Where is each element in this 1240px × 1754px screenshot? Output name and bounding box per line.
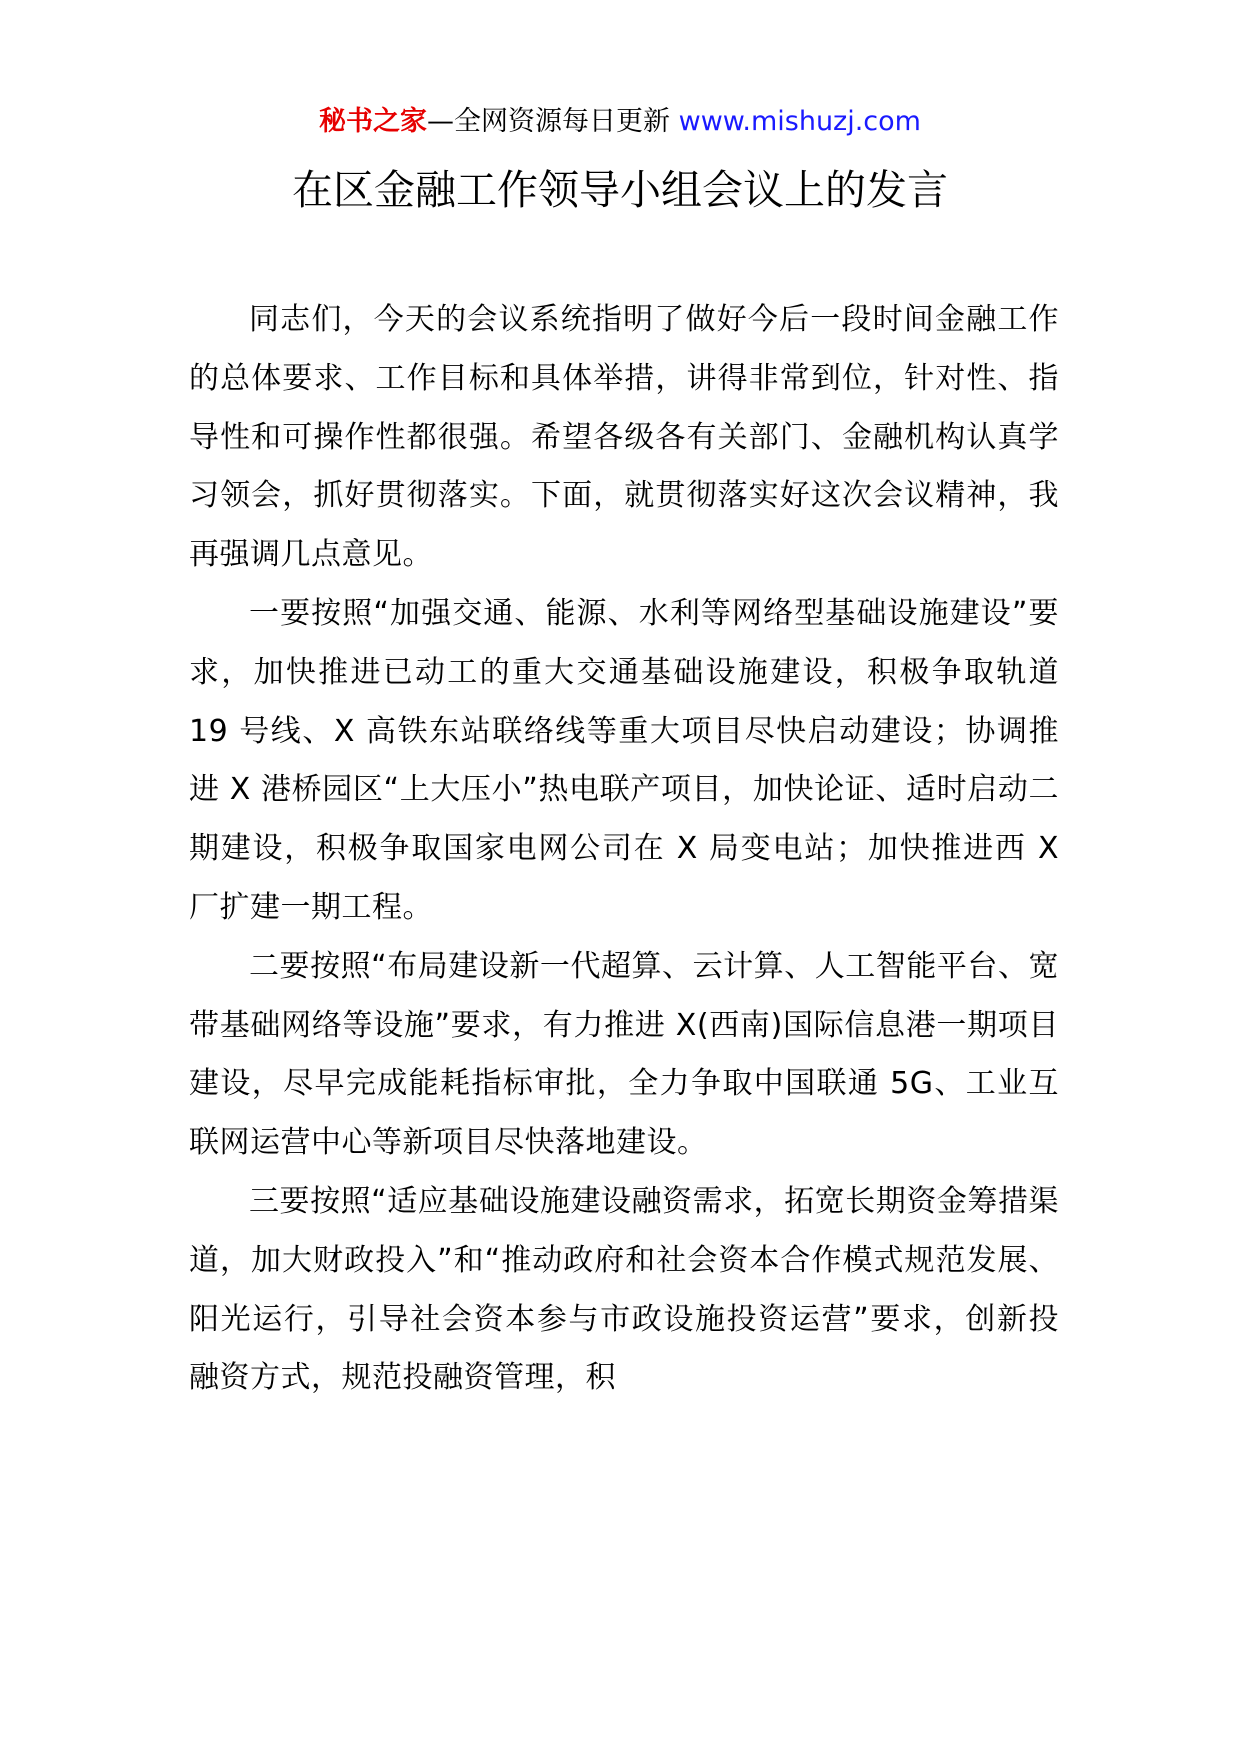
paragraph-point-three: 三要按照“适应基础设施建设融资需求，拓宽长期资金筹措渠道，加大财政投入”和“推动政府和社会资本合作模式规范发展、阳光运行，引导社会资本参与市政设施投资运营”要求，创新投融资方式，规范投融资管理，积 [189, 1183, 1059, 1396]
paragraph-point-one: 一要按照“加强交通、能源、水利等网络型基础设施建设”要求，加快推进已动工的重大交通基础设施建设，积极争取轨道 19 号线、X 高铁东站联络线等重大项目尽快启动建设；协调推进 X 港桥园区“上大压小”热电联产项目，加快论证、适时启动二期建设，积极争取国家电网公司在 X 局变电站；加快推进西 X 厂扩建一期工程。 [189, 595, 1059, 925]
brand-name: 秘书之家 [319, 106, 428, 137]
document-body [189, 291, 1059, 1408]
document-title: 在区金融工作领导小组会议上的发言 [292, 166, 948, 214]
paragraph-point-two: 二要按照“布局建设新一代超算、云计算、人工智能平台、宽带基础网络等设施”要求，有力推进 X(西南)国际信息港一期项目建设，尽早完成能耗指标审批，全力争取中国联通 5G、工业互联网运营中心等新项目尽快落地建设。 [189, 948, 1059, 1161]
header-tagline: —全网资源每日更新 [427, 106, 679, 137]
paragraph-opening: 同志们，今天的会议系统指明了做好今后一段时间金融工作的总体要求、工作目标和具体举措，讲得非常到位，针对性、指导性和可操作性都很强。希望各级各有关部门、金融机构认真学习领会，抓好贯彻落实。下面，就贯彻落实好这次会议精神，我再强调几点意见。 [189, 302, 1059, 573]
watermark-header [0, 102, 1240, 142]
site-url[interactable]: www.mishuzj.com [678, 106, 921, 137]
